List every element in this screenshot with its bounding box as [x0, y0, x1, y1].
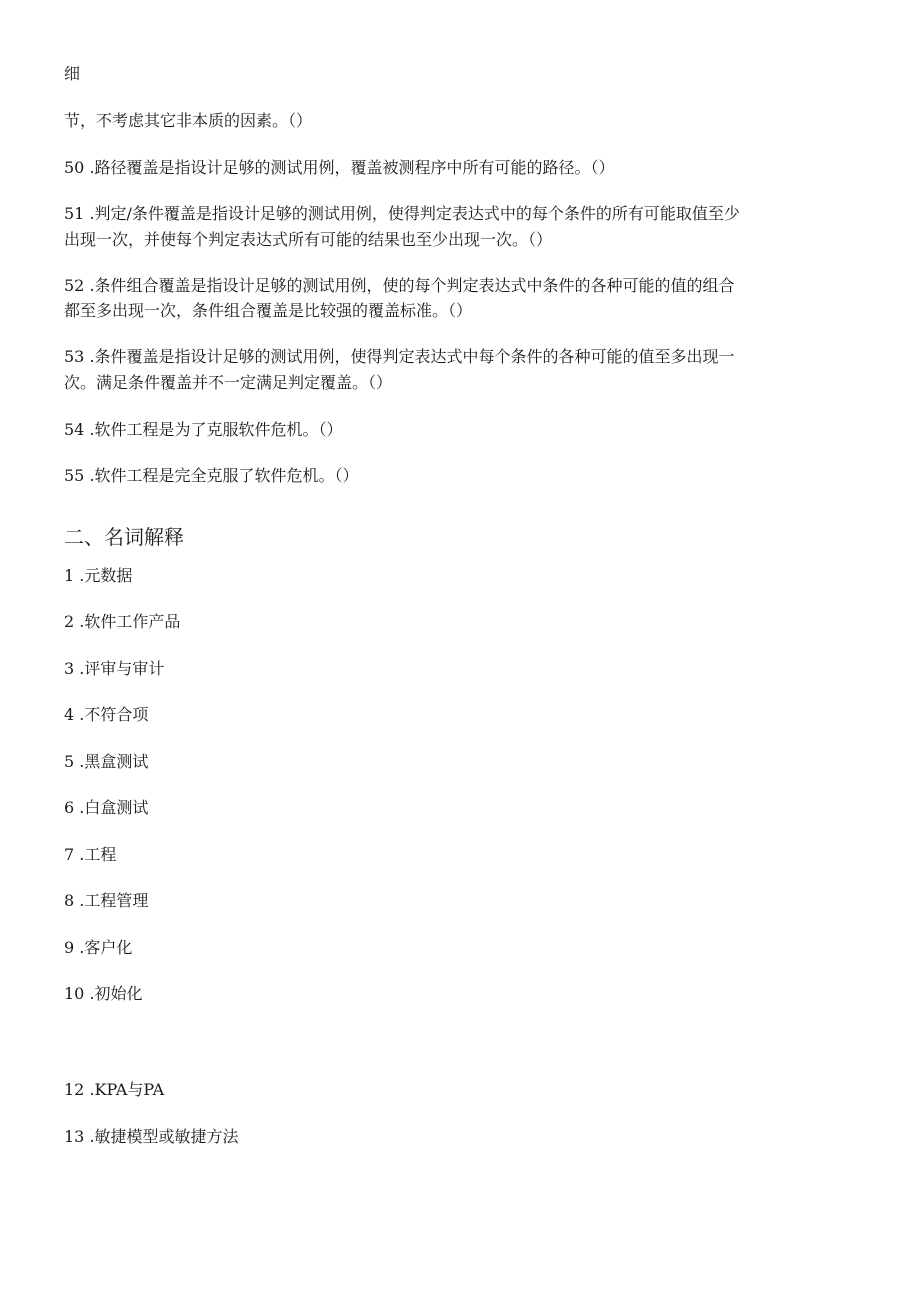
- term-item: 12 .KPA与PA: [64, 1080, 165, 1099]
- term-item: 4 .不符合项: [64, 705, 149, 724]
- term-item: 6 .白盒测试: [64, 798, 149, 817]
- question-54: 54 .软件工程是为了克服软件危机。（）: [64, 420, 343, 439]
- question-52-line-2: 都至多出现一次，条件组合覆盖是比较强的覆盖标准。（）: [64, 301, 473, 320]
- term-item: 2 .软件工作产品: [64, 612, 181, 631]
- term-item: 3 .评审与审计: [64, 659, 165, 678]
- term-item: 7 .工程: [64, 845, 117, 864]
- section-heading: 二、名词解释: [64, 525, 184, 549]
- question-53-line-2: 次。满足条件覆盖并不一定满足判定覆盖。（）: [64, 373, 393, 392]
- term-item: 13 .敏捷模型或敏捷方法: [64, 1127, 239, 1146]
- term-item: 5 .黑盒测试: [64, 752, 149, 771]
- text-fragment-line: 节，不考虑其它非本质的因素。（）: [64, 111, 313, 130]
- term-item: 10 .初始化: [64, 984, 143, 1003]
- question-51-line-2: 出现一次，并使每个判定表达式所有可能的结果也至少出现一次。（）: [64, 230, 553, 249]
- term-item: 1 .元数据: [64, 566, 133, 585]
- term-item: 8 .工程管理: [64, 891, 149, 910]
- question-52-line-1: 52 .条件组合覆盖是指设计足够的测试用例，使的每个判定表达式中条件的各种可能的值的组合: [64, 276, 735, 295]
- text-fragment-line: 细: [64, 64, 81, 83]
- question-55: 55 .软件工程是完全克服了软件危机。（）: [64, 466, 359, 485]
- question-53-line-1: 53 .条件覆盖是指设计足够的测试用例，使得判定表达式中每个条件的各种可能的值至多出现一: [64, 347, 735, 366]
- term-item: 9 .客户化: [64, 938, 133, 957]
- question-51-line-1: 51 .判定/条件覆盖是指设计足够的测试用例，使得判定表达式中的每个条件的所有可能取值至少: [64, 204, 740, 223]
- question-50: 50 .路径覆盖是指设计足够的测试用例，覆盖被测程序中所有可能的路径。（）: [64, 158, 615, 177]
